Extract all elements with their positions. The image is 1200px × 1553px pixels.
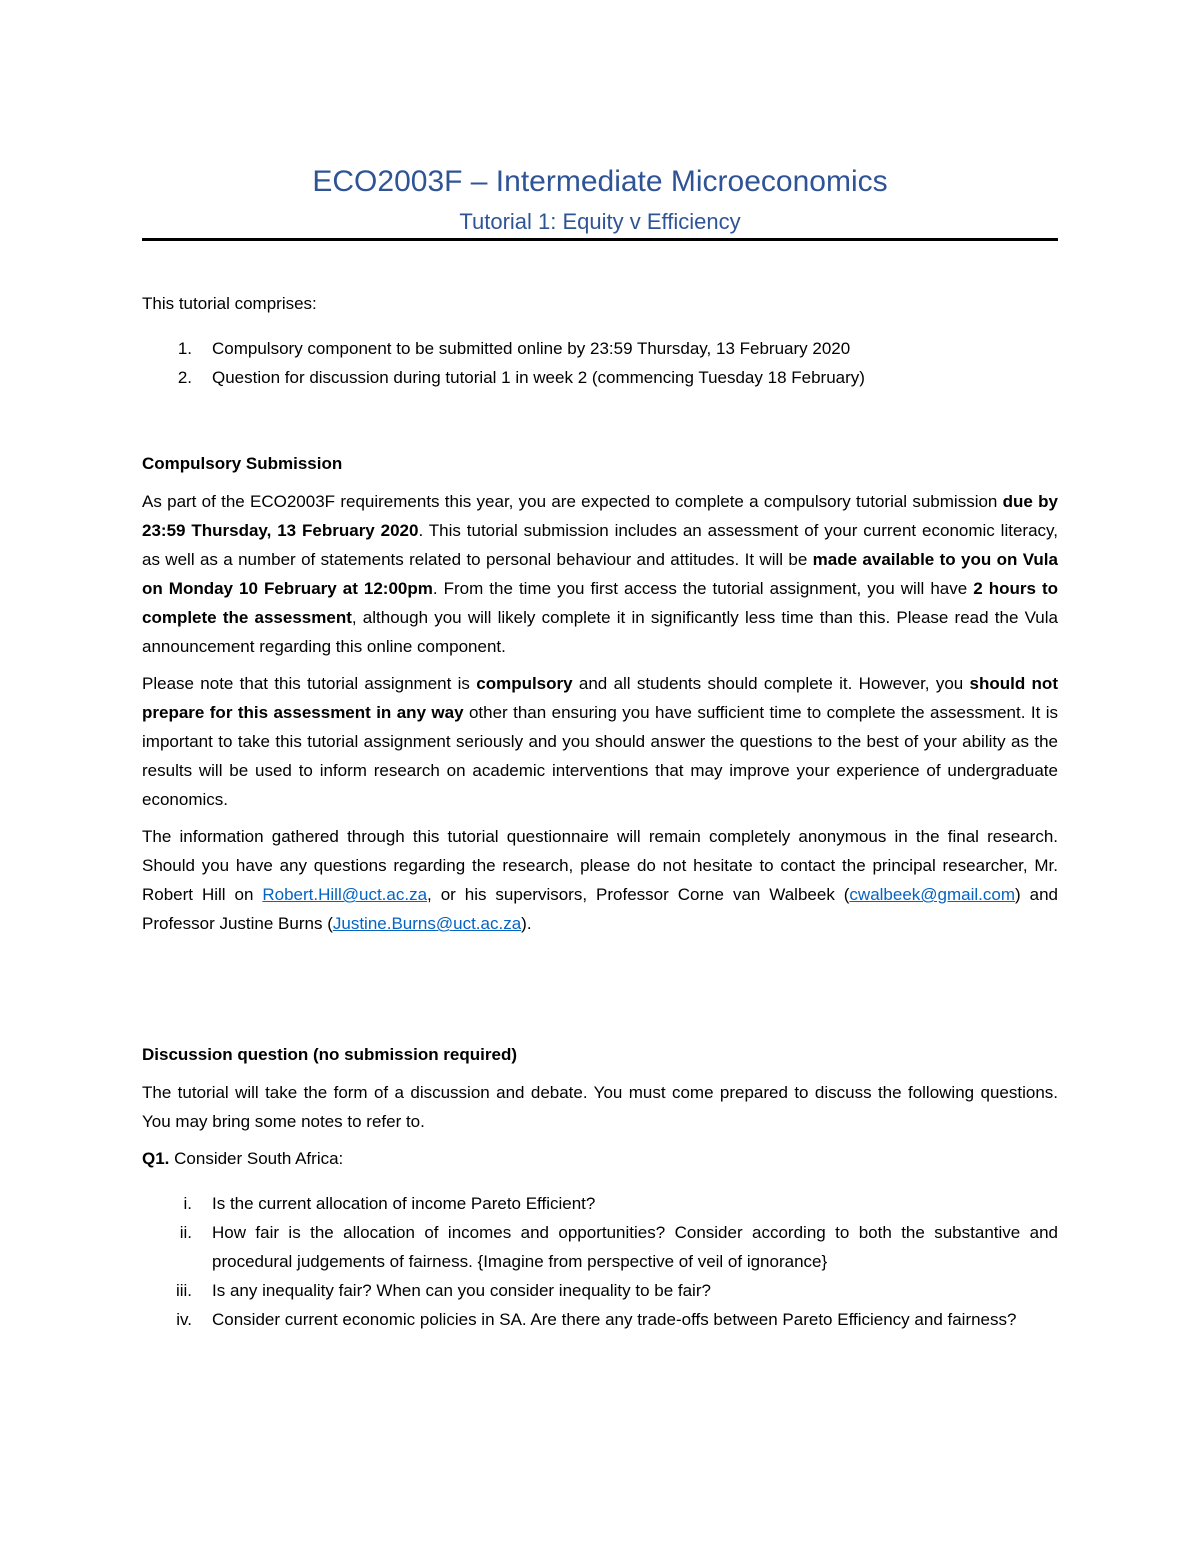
list-text: Is any inequality fair? When can you consider inequality to be fair? bbox=[212, 1281, 711, 1300]
text-run: other than ensuring you have sufficient time to complete the assessment. It is important to take this tutorial assignment seriously and you should answer the questions to the best of your ability as the results will be used to inform research on academic interventions that may improve your experience of undergraduate economics. bbox=[142, 703, 1058, 809]
email-link-robert-hill[interactable]: Robert.Hill@uct.ac.za bbox=[262, 885, 428, 904]
email-link-justine-burns[interactable]: Justine.Burns@uct.ac.za bbox=[332, 914, 522, 933]
question-1 bbox=[142, 1144, 1058, 1173]
section-heading: Discussion question (no submission required) bbox=[142, 1045, 517, 1064]
list-item bbox=[142, 1305, 1058, 1334]
list-text: Consider current economic policies in SA. Are there any trade-offs between Pareto Efficiency and fairness? bbox=[212, 1310, 1017, 1329]
list-number: iii. bbox=[175, 1281, 192, 1300]
list-number: i. bbox=[183, 1194, 192, 1213]
list-text: How fair is the allocation of incomes and opportunities? Consider according to both the substantive and procedural judgements of fairness. {Imagine from perspective of veil of ignorance} bbox=[212, 1223, 1058, 1271]
list-item bbox=[142, 363, 1058, 392]
list-text: Question for discussion during tutorial 1 in week 2 (commencing Tuesday 18 February) bbox=[212, 368, 865, 387]
intro-lead: This tutorial comprises: bbox=[142, 294, 317, 313]
text-run: , or his supervisors, Professor Corne van Walbeek ( bbox=[427, 885, 850, 904]
bold-text: made available to you on Vula on Monday 10 February at 12:00pm bbox=[142, 550, 1058, 598]
text-run: As part of the ECO2003F requirements this year, you are expected to complete a compulsory tutorial submission bbox=[142, 492, 1003, 511]
title-divider bbox=[142, 238, 1058, 241]
bold-text: due by 23:59 Thursday, 13 February 2020 bbox=[142, 492, 1058, 540]
bold-text: compulsory bbox=[476, 674, 573, 693]
intro-section bbox=[142, 289, 1058, 392]
question-text: Consider South Africa: bbox=[169, 1149, 344, 1168]
list-number: 1. bbox=[177, 339, 192, 358]
list-item bbox=[142, 334, 1058, 363]
compulsory-section bbox=[142, 449, 1058, 938]
document-subtitle: Tutorial 1: Equity v Efficiency bbox=[459, 209, 741, 234]
list-number: iv. bbox=[176, 1310, 192, 1329]
list-text: Compulsory component to be submitted online by 23:59 Thursday, 13 February 2020 bbox=[212, 339, 851, 358]
text-run: , although you will likely complete it in significantly less time than this. Please read the Vula announcement regarding this online component. bbox=[142, 608, 1058, 656]
compulsory-paragraph-2 bbox=[142, 669, 1058, 814]
compulsory-paragraph-1 bbox=[142, 487, 1058, 661]
section-heading: Compulsory Submission bbox=[142, 454, 343, 473]
email-link-cwalbeek[interactable]: cwalbeek@gmail.com bbox=[849, 885, 1016, 904]
text-run: . This tutorial submission includes an assessment of your current economic literacy, as well as a number of statements related to personal behaviour and attitudes. It will be bbox=[142, 521, 1058, 569]
question-label: Q1. bbox=[142, 1149, 170, 1168]
document-title: ECO2003F – Intermediate Microeconomics bbox=[312, 165, 888, 198]
bold-text: 2 hours to complete the assessment bbox=[142, 579, 1058, 627]
compulsory-paragraph-3 bbox=[142, 822, 1058, 938]
text-run: The information gathered through this tutorial questionnaire will remain completely anonymous in the final research. Should you have any questions regarding the research, please do not hesitate to contact the principal researcher, Mr. Robert Hill on bbox=[142, 827, 1058, 904]
bold-text: should not prepare for this assessment in any way bbox=[142, 674, 1058, 722]
list-item bbox=[142, 1218, 1058, 1276]
list-number: ii. bbox=[179, 1223, 192, 1242]
text-run: and all students should complete it. However, you bbox=[572, 674, 970, 693]
discussion-paragraph: The tutorial will take the form of a discussion and debate. You must come prepared to discuss the following questions. You may bring some notes to refer to. bbox=[142, 1083, 1058, 1131]
text-run: ) and Professor Justine Burns ( bbox=[142, 885, 1058, 933]
text-run: Please note that this tutorial assignment is bbox=[142, 674, 477, 693]
text-run: . From the time you first access the tutorial assignment, you will have bbox=[432, 579, 974, 598]
list-item bbox=[142, 1189, 1058, 1218]
text-run: ). bbox=[521, 914, 532, 933]
list-item bbox=[142, 1276, 1058, 1305]
discussion-section bbox=[142, 1040, 1058, 1334]
list-text: Is the current allocation of income Pareto Efficient? bbox=[212, 1194, 596, 1213]
list-number: 2. bbox=[177, 368, 192, 387]
